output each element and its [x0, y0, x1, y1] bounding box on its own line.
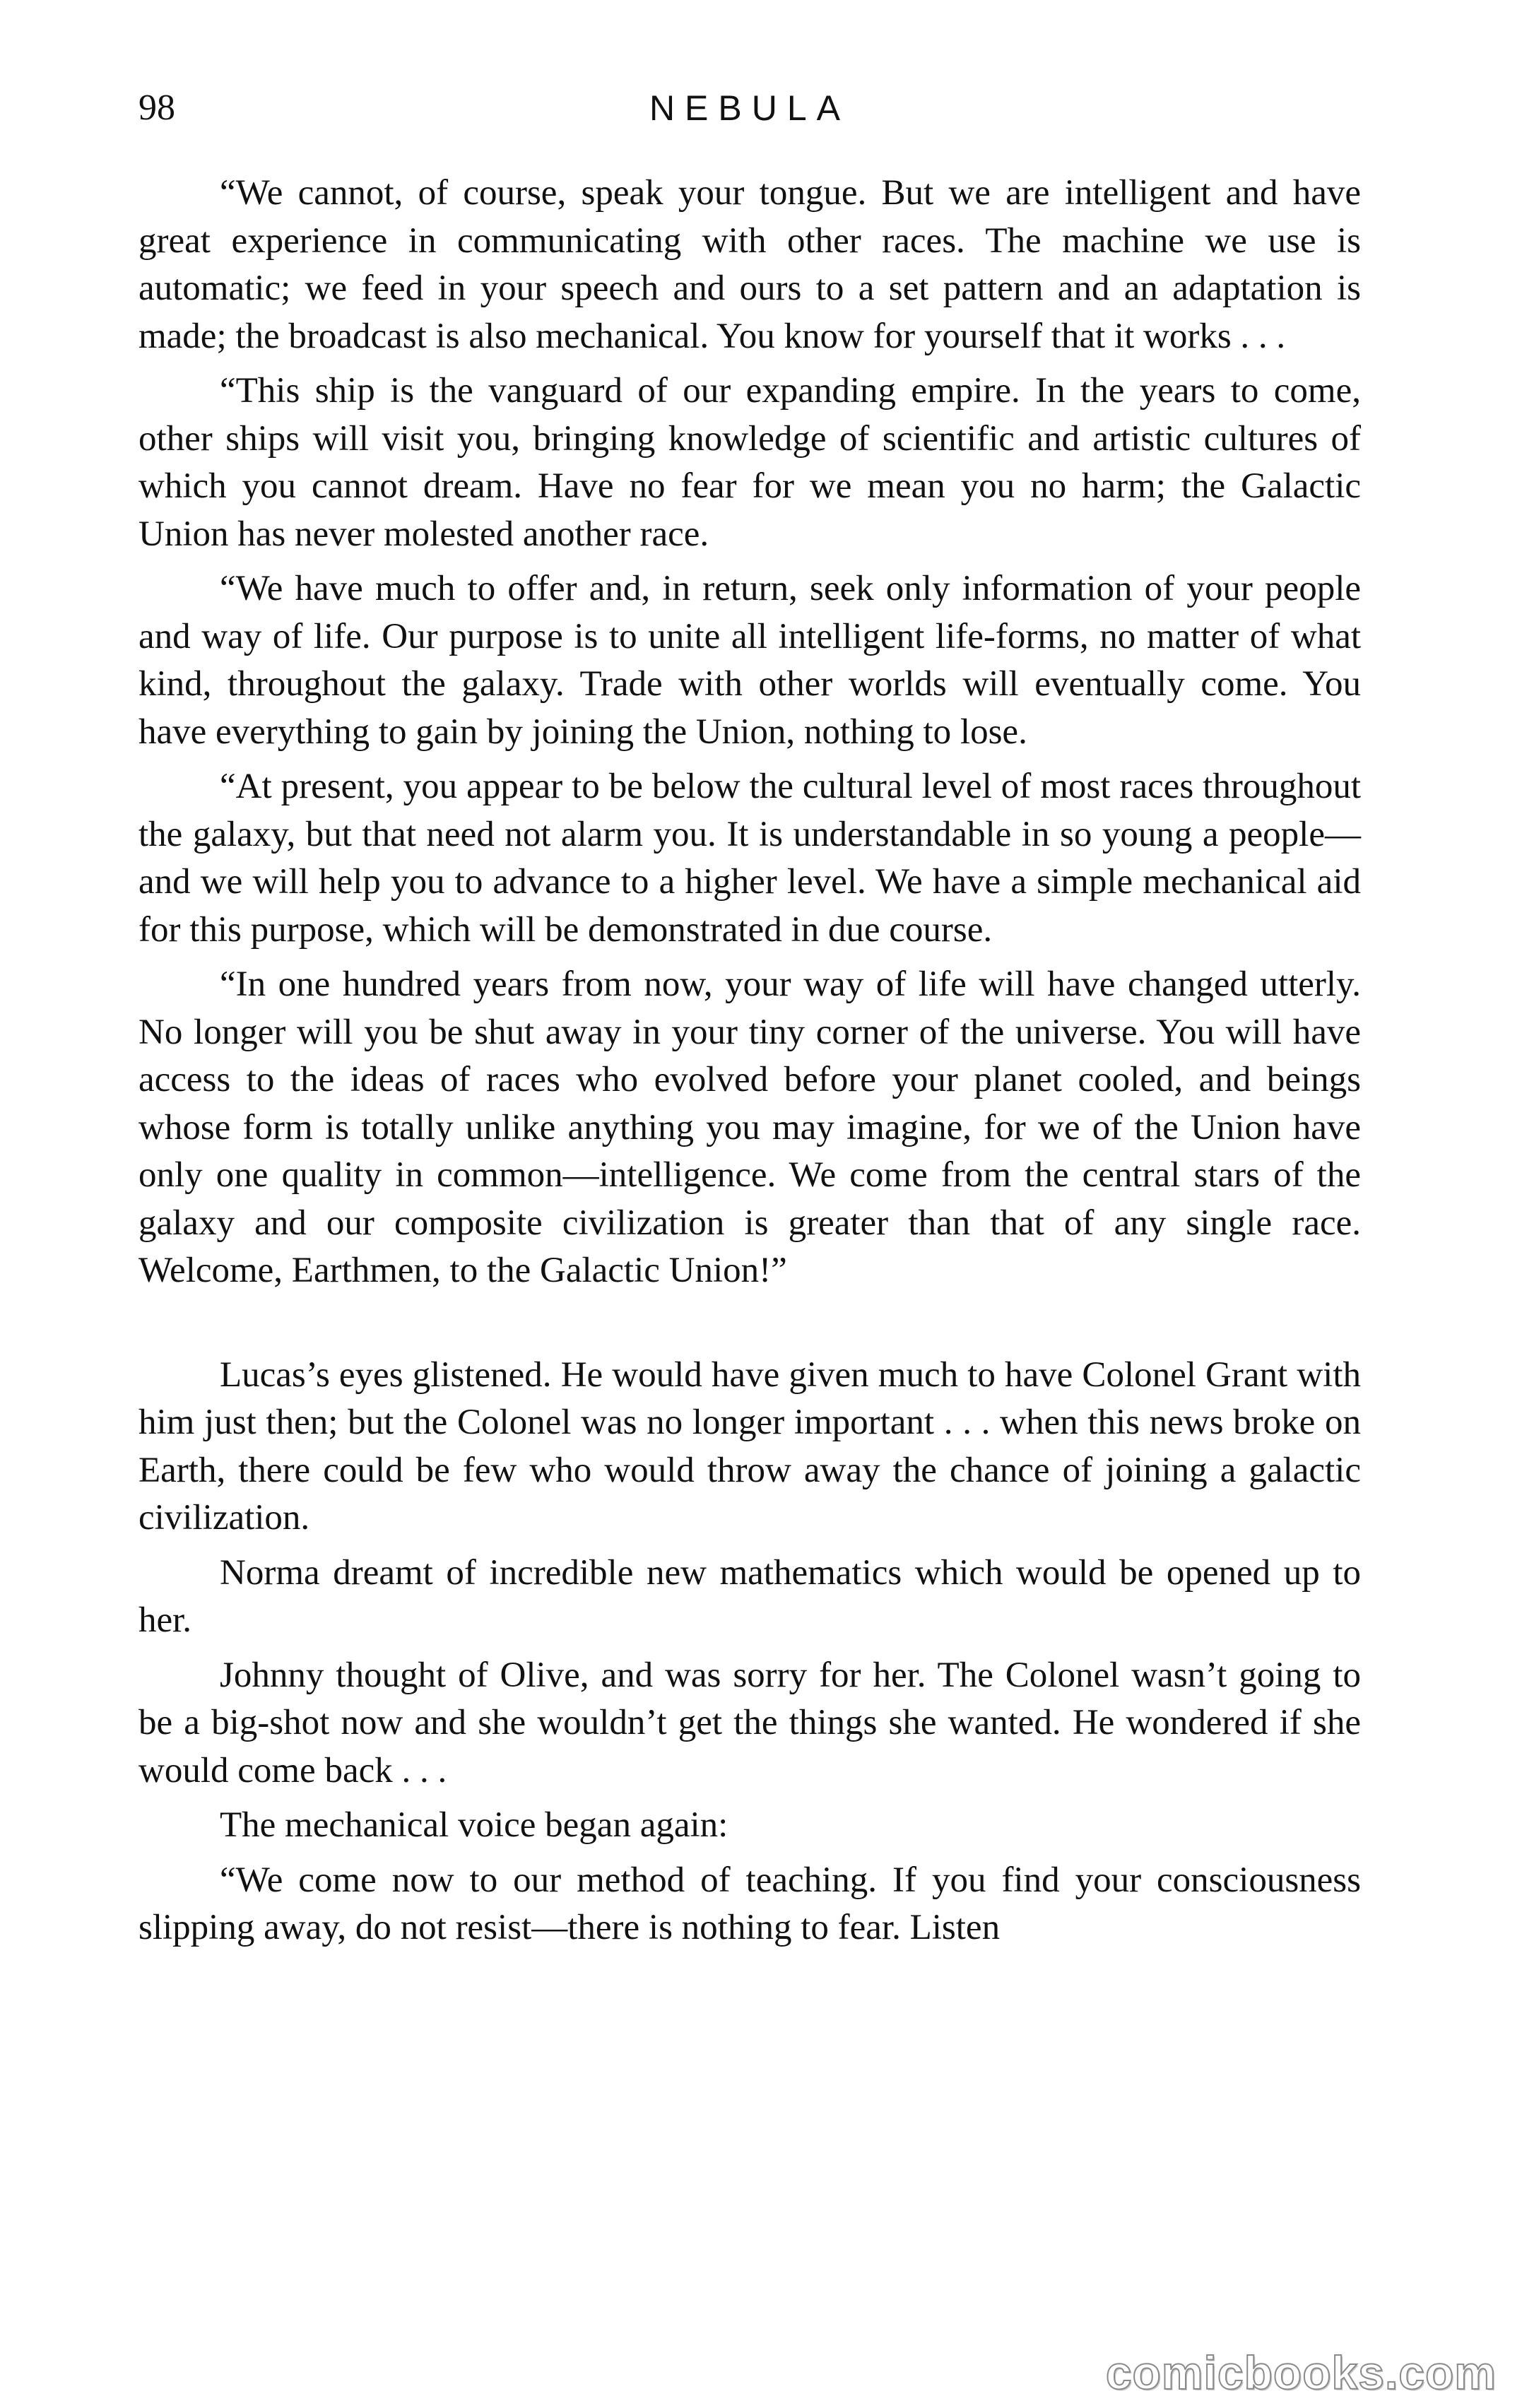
- paragraph: Lucas’s eyes glistened. He would have given much to have Colonel Grant with him just then; but the Colonel was no longer important . . . when this news broke on Earth, there could be few who would throw away the chance of joining a galactic civilization.: [138, 1354, 1361, 1538]
- paragraph: “This ship is the vanguard of our expanding empire. In the years to come, other ships will visit you, bringing knowledge of scientific and artistic cultures of which you cannot dream. Have no fear for we mean you no harm; the Galactic Union has never molested another race.: [138, 371, 1361, 554]
- page-header: [138, 83, 1361, 133]
- watermark: comicbooks.com: [1105, 2347, 1497, 2399]
- paragraph: Johnny thought of Olive, and was sorry for her. The Colonel wasn’t going to be a big-shot now and she wouldn’t get the things she wanted. He wondered if she would come back . . .: [138, 1655, 1361, 1790]
- running-title: NEBULA: [649, 88, 851, 128]
- paragraph: The mechanical voice began again:: [220, 1805, 728, 1845]
- paragraph: “At present, you appear to be below the cultural level of most races throughout the galaxy, but that need not alarm you. It is understandable in so young a people—and we will help you to advance to a higher level. We have a simple mechanical aid for this purpose, which will be demonstrated in due course.: [138, 767, 1361, 950]
- paragraph: Norma dreamt of incredible new mathematics which would be opened up to her.: [138, 1552, 1361, 1640]
- page-number: 98: [138, 88, 175, 128]
- paragraph: “We come now to our method of teaching. If you find your consciousness slipping away, do not resist—there is nothing to fear. Listen: [138, 1860, 1361, 1947]
- paragraph: “We cannot, of course, speak your tongue. But we are intelligent and have great experience in communicating with other races. The machine we use is automatic; we feed in your speech and ours to a set pattern and an adaptation is made; the broadcast is also mechanical. You know for yourself that it works . . .: [138, 173, 1361, 356]
- paragraph: “In one hundred years from now, your way of life will have changed utterly. No longer will you be shut away in your tiny corner of the universe. You will have access to the ideas of races who evolved before your planet cooled, and beings whose form is totally unlike anything you may imagine, for we of the Union have only one quality in common—intelligence. We come from the central stars of the galaxy and our composite civilization is greater than that of any single race. Welcome, Earthmen, to the Galactic Union!”: [138, 964, 1361, 1290]
- paragraph: “We have much to offer and, in return, seek only information of your people and way of life. Our purpose is to unite all intelligent life-forms, no matter of what kind, throughout the galaxy. Trade with other worlds will eventually come. You have everything to gain by joining the Union, nothing to lose.: [138, 569, 1361, 752]
- body-text: [138, 170, 1361, 1959]
